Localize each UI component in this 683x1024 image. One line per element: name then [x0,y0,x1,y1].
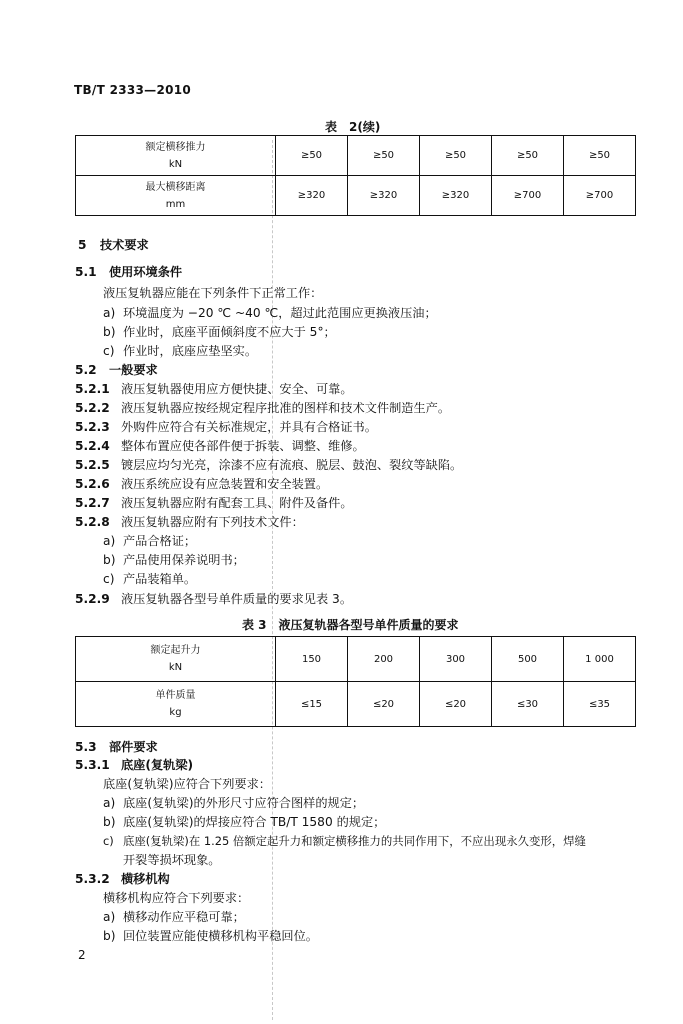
table-row [76,136,636,176]
clause-5-1-heading: 5.1 使用环境条件 [75,265,183,279]
table-row [76,176,636,216]
row-header: 最大横移距离 mm [76,176,276,216]
list-item: a) 环境温度为 −20 ℃ ~40 ℃，超过此范围应更换液压油； [103,306,437,320]
list-item: a) 横移动作应平稳可靠； [103,910,245,924]
table-cell: ≥700 [492,176,564,216]
table-cell: ≤30 [492,682,564,727]
table-cell: ≤20 [420,682,492,727]
table-cell: 300 [420,637,492,682]
row-header: 额定横移推力 kN [76,136,276,176]
clause-5-2-9: 5.2.9 液压复轨器各型号单件质量的要求见表 3。 [75,592,353,606]
table3-caption: 表 3 液压复轨器各型号单件质量的要求 [242,618,459,632]
table-2 [75,135,636,216]
clause-5-2-7: 5.2.7 液压复轨器应附有配套工具、附件及备件。 [75,496,353,510]
clause-5-2-3: 5.2.3 外购件应符合有关标准规定，并具有合格证书。 [75,420,377,434]
list-item: b) 产品使用保养说明书； [103,553,245,567]
list-item: a) 产品合格证； [103,534,197,548]
clause-5-3-1-heading: 5.3.1 底座(复轨梁) [75,758,194,772]
clause-5-2-2: 5.2.2 液压复轨器应按经规定程序批准的图样和技术文件制造生产。 [75,401,451,415]
row-header: 单件质量 kg [76,682,276,727]
table2-caption: 表 2(续) [325,120,381,134]
table-cell: ≥320 [276,176,348,216]
list-item: c) 底座(复轨梁)在 1.25 倍额定起升力和额定横移推力的共同作用下，不应出现永久变形，焊缝 [103,834,586,848]
clause-5-2-8: 5.2.8 液压复轨器应附有下列技术文件： [75,515,304,529]
table-cell: ≤15 [276,682,348,727]
table-cell: ≥700 [564,176,636,216]
scan-fold-line [272,140,273,1020]
list-item: a) 底座(复轨梁)的外形尺寸应符合图样的规定； [103,796,365,810]
clause-5-2-4: 5.2.4 整体布置应使各部件便于拆装、调整、维修。 [75,439,365,453]
table-cell: 150 [276,637,348,682]
table-cell: ≤20 [348,682,420,727]
clause-5-3-2-intro: 横移机构应符合下列要求： [103,891,250,905]
list-item: b) 底座(复轨梁)的焊接应符合 TB/T 1580 的规定； [103,815,386,829]
table-cell: 500 [492,637,564,682]
table-row [76,682,636,727]
list-item: b) 回位装置应能使横移机构平稳回位。 [103,929,318,943]
page-number: 2 [78,948,86,962]
table-cell: ≥50 [564,136,636,176]
clause-5-2-5: 5.2.5 镀层应均匀光亮，涂漆不应有流痕、脱层、鼓泡、裂纹等缺陷。 [75,458,463,472]
list-item: c) 产品装箱单。 [103,572,197,586]
row-header: 额定起升力 kN [76,637,276,682]
clause-5-3-heading: 5.3 部件要求 [75,740,158,754]
table-cell: ≥50 [420,136,492,176]
standard-header: TB/T 2333—2010 [74,83,192,97]
table-cell: ≥50 [348,136,420,176]
clause-5-2-1: 5.2.1 液压复轨器使用应方便快捷、安全、可靠。 [75,382,353,396]
table-row [76,637,636,682]
table-cell: ≥320 [348,176,420,216]
table-cell: 200 [348,637,420,682]
table-3 [75,636,636,727]
clause-5-2-6: 5.2.6 液压系统应设有应急装置和安全装置。 [75,477,329,491]
table-cell: ≥320 [420,176,492,216]
list-item: c) 作业时，底座应垫坚实。 [103,344,258,358]
clause-5-1-intro: 液压复轨器应能在下列条件下正常工作： [103,286,323,300]
table-cell: ≥50 [492,136,564,176]
table-cell: 1 000 [564,637,636,682]
clause-5-2-heading: 5.2 一般要求 [75,363,158,377]
list-item: b) 作业时，底座平面倾斜度不应大于 5°； [103,325,336,339]
clause-5-3-1-intro: 底座(复轨梁)应符合下列要求： [103,777,271,791]
clause-5-3-2-heading: 5.3.2 横移机构 [75,872,170,886]
list-item-continuation: 开裂等损坏现象。 [123,853,221,867]
section-5-heading: 5 技术要求 [78,238,149,252]
table-cell: ≤35 [564,682,636,727]
table-cell: ≥50 [276,136,348,176]
